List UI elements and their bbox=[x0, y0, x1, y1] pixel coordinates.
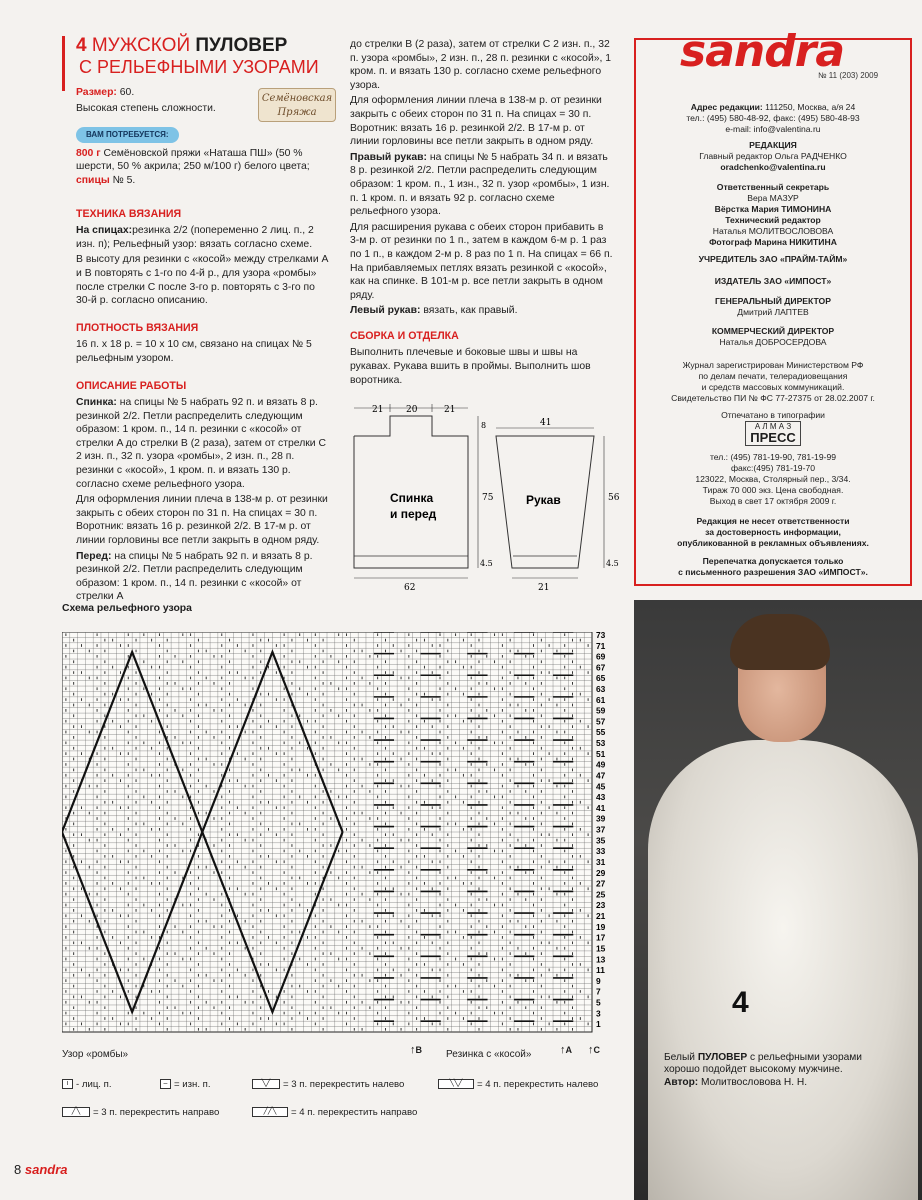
issue-number: № 11 (203) 2009 bbox=[818, 71, 879, 80]
brand-logo: Семёновская Пряжа bbox=[258, 88, 336, 122]
technique-text-1: резинка 2/2 (попеременно 2 лиц. п., 2 изн. п); Рельефный узор: вязать согласно схеме. bbox=[76, 225, 314, 250]
row-number: 13 bbox=[596, 954, 606, 965]
sweater-shape bbox=[648, 740, 918, 1200]
row-number: 9 bbox=[596, 975, 601, 986]
sandra-logo: sandra bbox=[680, 26, 845, 77]
size-label: Размер: bbox=[76, 87, 117, 98]
row-number: 63 bbox=[596, 684, 606, 694]
body-label-1: Спинка bbox=[390, 491, 434, 505]
body-label-2: и перед bbox=[390, 507, 437, 521]
row-number: 41 bbox=[596, 802, 606, 813]
row-number: 21 bbox=[596, 911, 606, 922]
purl-symbol-icon: – bbox=[160, 1079, 171, 1089]
technique-text-2: В высоту для резинки с «косой» между стрелками A и B повторять с 1-го по 4-й р., для узора «ромбы» после стрелки C после 3-го р. повторять с 3-го по 30-й р. согласно описанию. bbox=[76, 254, 328, 307]
legend-cross4-right: ╱╱╲ = 4 п. перекрестить направо bbox=[252, 1106, 417, 1120]
front-label: Перед: bbox=[76, 550, 112, 562]
needles-label: спицы bbox=[76, 174, 110, 186]
section-gauge-title: ПЛОТНОСТЬ ВЯЗАНИЯ bbox=[76, 321, 199, 334]
cross3-left-icon: ╲╱ bbox=[252, 1079, 280, 1089]
arrow-c: ↑C bbox=[588, 1044, 600, 1056]
row-number: 33 bbox=[596, 846, 606, 857]
difficulty-text: Высокая степень сложности. bbox=[76, 102, 216, 114]
almaz-press-logo: А Л М А З ПРЕСС bbox=[745, 421, 800, 446]
row-number: 11 bbox=[596, 965, 605, 976]
section-description-title: ОПИСАНИЕ РАБОТЫ bbox=[76, 379, 187, 392]
row-number: 67 bbox=[596, 662, 606, 673]
section-technique-title: ТЕХНИКА ВЯЗАНИЯ bbox=[76, 207, 182, 220]
cross3-right-icon: ╱╲ bbox=[62, 1107, 90, 1117]
row-number: 37 bbox=[596, 824, 606, 835]
rib-label: Резинка с «косой» bbox=[446, 1049, 532, 1060]
assembly-text: Выполнить плечевые и боковые швы и швы на рукавах. Рукава вшить в проймы. Выполнить шов воротника. bbox=[350, 347, 591, 386]
row-number: 53 bbox=[596, 738, 606, 749]
row-number: 5 bbox=[596, 997, 601, 1008]
page-number: 8 bbox=[14, 1162, 22, 1177]
front-shoulder-text: Для оформления линии плеча в 138-м р. от резинки закрыть с обеих сторон по 31 п. На спицах = 30 п. Воротник: вязать 16 р. резинкой 2/2. В 17-м р. от линии горловины все петли закрыть в одном ряду. bbox=[350, 95, 602, 148]
row-number: 15 bbox=[596, 943, 606, 954]
title-word-1: МУЖСКОЙ bbox=[91, 35, 191, 56]
motif-label: Узор «ромбы» bbox=[62, 1049, 129, 1060]
row-number: 71 bbox=[596, 640, 606, 651]
cross4-left-icon: ╲╲╱ bbox=[438, 1079, 474, 1089]
size-value: 60. bbox=[119, 87, 135, 98]
row-number: 47 bbox=[596, 770, 606, 781]
chart-title: Схема рельефного узора bbox=[62, 603, 192, 614]
legend-purl: – = изн. п. bbox=[160, 1078, 211, 1092]
column-2 bbox=[350, 38, 615, 389]
row-number: 73 bbox=[596, 632, 606, 640]
model-photo bbox=[634, 600, 922, 1200]
arrow-a: ↑A bbox=[560, 1044, 572, 1056]
row-number: 27 bbox=[596, 878, 606, 889]
row-number: 35 bbox=[596, 835, 606, 846]
footer-brand: sandra bbox=[24, 1162, 68, 1177]
back-text: на спицы № 5 набрать 92 п. и вязать 8 р. резинкой 2/2. Петли распределить следующим образом: 1 кром. п., 14 п. резинки с «косой» от стрелки A до стрелки B (2 раза), затем от стрелки C 2 изн. п., 32 п. узора «ромбы», 2 изн. п., 28 п. резинки с «косой», 1 кром. п. и вязать 130 р. согласно схеме рельефного узора. bbox=[76, 397, 326, 490]
materials-badge: ВАМ ПОТРЕБУЕТСЯ: bbox=[76, 127, 179, 143]
arrow-b: ↑B bbox=[410, 1044, 422, 1056]
section-assembly-title: СБОРКА И ОТДЕЛКА bbox=[350, 329, 459, 342]
gauge-text: 16 п. х 18 р. = 10 х 10 см, связано на спицах № 5 рельефным узором. bbox=[76, 339, 312, 364]
dim-sleeve-top: 41 bbox=[540, 418, 552, 428]
row-number: 55 bbox=[596, 727, 606, 738]
row-number: 7 bbox=[596, 986, 601, 997]
title-word-2: ПУЛОВЕР bbox=[195, 35, 288, 56]
row-number: 43 bbox=[596, 792, 606, 803]
article-subtitle: С РЕЛЬЕФНЫМИ УЗОРАМИ bbox=[79, 57, 319, 77]
dim-top-right: 21 bbox=[444, 405, 456, 415]
row-number: 29 bbox=[596, 867, 606, 878]
row-number: 61 bbox=[596, 694, 606, 705]
photo-number: 4 bbox=[732, 986, 749, 1019]
title-accent-bar bbox=[62, 36, 65, 91]
article-title bbox=[76, 35, 287, 57]
garment-schematic bbox=[346, 400, 626, 595]
knitting-chart bbox=[62, 632, 632, 1042]
row-number: 31 bbox=[596, 856, 606, 867]
row-number: 45 bbox=[596, 781, 606, 792]
model-hair bbox=[730, 614, 830, 670]
right-sleeve-text: на спицы № 5 набрать 34 п. и вязать 8 р. резинкой 2/2. Петли распределить следующим образом: 1 кром. п., 1 изн., 32 п. узор «ромбы», 1 изн. п. 1 кром. п. и вязать 92 р. согласно схеме рельефного узора. bbox=[350, 151, 610, 218]
materials-text: Семёновской пряжи «Наташа ПШ» (50 % шерсти, 50 % акрила; 250 м/100 г) белого цвета; bbox=[76, 147, 310, 173]
dim-sleeve-height: 56 bbox=[608, 493, 620, 503]
row-number: 49 bbox=[596, 759, 606, 770]
row-number: 51 bbox=[596, 748, 606, 759]
dim-neck: 8 bbox=[481, 421, 487, 430]
row-number: 17 bbox=[596, 932, 606, 943]
row-number: 1 bbox=[596, 1019, 601, 1030]
legend-cross3-right: ╱╲ = 3 п. перекрестить направо bbox=[62, 1106, 219, 1120]
front-text: на спицы № 5 набрать 92 п. и вязать 8 р. резинкой 2/2. Петли распределить следующим образом: 1 кром. п., 14 п. резинки с «косой» от стрелки A bbox=[76, 550, 313, 603]
dim-body-height: 75 bbox=[482, 493, 494, 503]
legend-knit: ı - лиц. п. bbox=[62, 1078, 112, 1092]
dim-top-left: 21 bbox=[372, 405, 384, 415]
row-number: 69 bbox=[596, 651, 606, 662]
dim-sleeve-rib: 4.5 bbox=[606, 559, 619, 568]
dim-top-mid: 20 bbox=[406, 405, 418, 415]
dim-sleeve-width: 21 bbox=[538, 583, 550, 593]
publisher: ИЗДАТЕЛЬ ЗАО «ИМПОСТ» bbox=[714, 276, 832, 286]
back-label: Спинка: bbox=[76, 397, 117, 409]
row-number: 25 bbox=[596, 889, 606, 900]
masthead-box: sandra № 11 (203) 2009 Адрес редакции: 111250, Москва, а/я 24 тел.: (495) 580-48-92, факс: (495) 580-48-93 e-mail: info@valentina.ru РЕДАКЦИЯ Главный редактор Ольга РАДЧЕНКО oradchenko@valentina.ru Ответственный секретарь Вера МАЗУР Вёрстка Мария ТИМОНИНА Технический редактор Наталья МОЛИТВОСЛОВОВА Фотограф Марина НИКИТИНА УЧРЕДИТЕЛЬ ЗАО «ПРАЙМ-ТАЙМ» ИЗДАТЕЛЬ ЗАО «ИМПОСТ» ГЕНЕРАЛЬНЫЙ ДИРЕКТОР Дмитрий ЛАПТЕВ КОММЕРЧЕСКИЙ ДИРЕКТОР Наталья ДОБРОСЕРДОВА Журнал зарегистрирован Министерством РФ по делам печати, телерадиовещания и средств массовых коммуникаций. Свидетельство ПИ № ФС 77-27375 от 28.02.2007 г. Отпечатано в типографии А Л М А З ПРЕСС тел.: (495) 781-19-90, 781-19-99 факс:(495) 781-19-70 123022, Москва, Столярный пер., 3/34. Тираж 70 000 экз. Цена свободная. Выход в свет 17 октября 2009 г. Редакция не несет ответственности за достоверность информации, опубликованной в рекламных объявлениях. Перепечатка допускается только с письменного разрешения ЗАО «ИМПОСТ». bbox=[634, 38, 912, 586]
founder: УЧРЕДИТЕЛЬ ЗАО «ПРАЙМ-ТАЙМ» bbox=[698, 254, 848, 264]
row-number: 23 bbox=[596, 900, 606, 911]
legend-cross4-left: ╲╲╱ = 4 п. перекрестить налево bbox=[438, 1078, 598, 1092]
photo-caption: Белый ПУЛОВЕР с рельефными узорами хорошо подойдет высокому мужчине. Автор: Молитвословова Н. Н. bbox=[664, 1052, 863, 1088]
left-sleeve-label: Левый рукав: bbox=[350, 305, 421, 317]
right-sleeve-label: Правый рукав: bbox=[350, 151, 427, 163]
page-footer bbox=[14, 1163, 68, 1177]
needles-text: № 5. bbox=[112, 174, 136, 186]
legend-cross3-left: ╲╱ = 3 п. перекрестить налево bbox=[252, 1078, 404, 1092]
left-sleeve-text: вязать, как правый. bbox=[423, 305, 518, 317]
front-continued-text: до стрелки B (2 раза), затем от стрелки C 2 изн. п., 32 п. узора «ромбы», 2 изн. п., 28 п. резинки с «косой», 1 кром. п. и вязать 130 р. согласно схеме рельефного узора. bbox=[350, 39, 612, 91]
row-number: 39 bbox=[596, 813, 606, 824]
sleeve-increase-text: Для расширения рукава с обеих сторон прибавить в 3-м р. от резинки по 1 п., затем в каждом 6-м р. 1 раз по 1 п., в каждом 2-м р. 8 раз по 1 п. На спицах = 66 п. На прибавляемых петлях вязать резинкой с «косой», как на спинке. В 101-м р. все петли закрыть в одном ряду. bbox=[350, 221, 613, 301]
needles-bold-label: На спицах: bbox=[76, 225, 133, 237]
dim-body-rib: 4.5 bbox=[480, 559, 493, 568]
knit-symbol-icon: ı bbox=[62, 1079, 73, 1089]
row-number: 57 bbox=[596, 716, 606, 727]
materials-amount: 800 г bbox=[76, 147, 101, 159]
row-number: 3 bbox=[596, 1008, 601, 1019]
row-number: 65 bbox=[596, 673, 606, 684]
sleeve-label: Рукав bbox=[526, 493, 561, 507]
back-shoulder-text: Для оформления линии плеча в 138-м р. от резинки закрыть с обеих сторон по 31 п. На спицах = 30 п. Воротник: вязать 16 р. резинкой 2/2. В 17-м р. от линии горловины все петли закрыть в одном ряду. bbox=[76, 494, 328, 547]
column-1 bbox=[76, 86, 328, 606]
row-number: 19 bbox=[596, 921, 606, 932]
title-number: 4 bbox=[76, 35, 87, 56]
dim-body-width: 62 bbox=[404, 583, 416, 593]
row-number: 59 bbox=[596, 705, 606, 716]
cross4-right-icon: ╱╱╲ bbox=[252, 1107, 288, 1117]
